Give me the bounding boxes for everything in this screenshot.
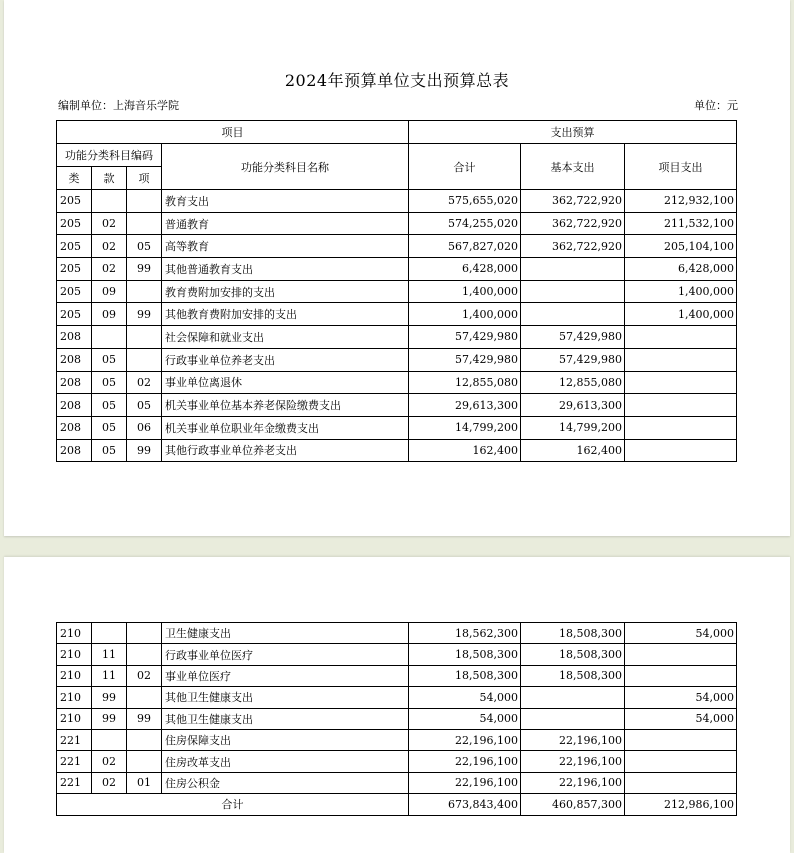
cell-lei: 208 bbox=[57, 439, 92, 462]
cell-basic bbox=[521, 687, 625, 708]
table-row bbox=[57, 665, 737, 686]
cell-name: 事业单位医疗 bbox=[162, 665, 409, 686]
cell-total: 6,428,000 bbox=[409, 258, 521, 281]
cell-kuan: 02 bbox=[92, 235, 127, 258]
org-label: 编制单位：上海音乐学院 bbox=[58, 99, 179, 112]
cell-project: 1,400,000 bbox=[625, 303, 737, 326]
cell-basic bbox=[521, 708, 625, 729]
budget-table-page-1 bbox=[56, 120, 737, 462]
cell-total: 22,196,100 bbox=[409, 772, 521, 793]
cell-kuan bbox=[92, 623, 127, 644]
cell-basic: 362,722,920 bbox=[521, 190, 625, 213]
cell-lei: 221 bbox=[57, 729, 92, 750]
cell-name: 普通教育 bbox=[162, 212, 409, 235]
cell-name: 住房公积金 bbox=[162, 772, 409, 793]
cell-xiang bbox=[127, 623, 162, 644]
cell-total: 14,799,200 bbox=[409, 416, 521, 439]
cell-xiang: 06 bbox=[127, 416, 162, 439]
cell-kuan: 02 bbox=[92, 772, 127, 793]
cell-xiang: 99 bbox=[127, 303, 162, 326]
table-row bbox=[57, 644, 737, 665]
header-kuan: 款 bbox=[92, 167, 127, 190]
table-row bbox=[57, 416, 737, 439]
cell-project bbox=[625, 751, 737, 772]
cell-lei: 210 bbox=[57, 687, 92, 708]
cell-name: 住房保障支出 bbox=[162, 729, 409, 750]
cell-basic: 22,196,100 bbox=[521, 772, 625, 793]
cell-project: 1,400,000 bbox=[625, 280, 737, 303]
cell-xiang bbox=[127, 751, 162, 772]
cell-kuan: 02 bbox=[92, 258, 127, 281]
cell-project bbox=[625, 371, 737, 394]
cell-name: 事业单位离退休 bbox=[162, 371, 409, 394]
cell-xiang: 99 bbox=[127, 439, 162, 462]
table-row bbox=[57, 439, 737, 462]
table-row bbox=[57, 348, 737, 371]
cell-total: 18,508,300 bbox=[409, 644, 521, 665]
budget-table-page-2 bbox=[56, 622, 737, 816]
cell-total: 18,508,300 bbox=[409, 665, 521, 686]
cell-basic bbox=[521, 258, 625, 281]
cell-project bbox=[625, 416, 737, 439]
cell-lei: 221 bbox=[57, 751, 92, 772]
cell-project: 54,000 bbox=[625, 708, 737, 729]
cell-project: 212,932,100 bbox=[625, 190, 737, 213]
page-2 bbox=[4, 557, 790, 853]
cell-kuan bbox=[92, 190, 127, 213]
cell-xiang bbox=[127, 190, 162, 213]
cell-kuan: 05 bbox=[92, 394, 127, 417]
cell-kuan: 05 bbox=[92, 348, 127, 371]
cell-name: 其他教育费附加安排的支出 bbox=[162, 303, 409, 326]
cell-name: 机关事业单位职业年金缴费支出 bbox=[162, 416, 409, 439]
cell-total: 22,196,100 bbox=[409, 751, 521, 772]
cell-lei: 205 bbox=[57, 303, 92, 326]
total-row-total: 673,843,400 bbox=[409, 794, 521, 815]
total-row-basic: 460,857,300 bbox=[521, 794, 625, 815]
cell-project bbox=[625, 326, 737, 349]
cell-basic: 18,508,300 bbox=[521, 644, 625, 665]
cell-kuan: 05 bbox=[92, 416, 127, 439]
cell-kuan: 11 bbox=[92, 644, 127, 665]
cell-lei: 208 bbox=[57, 416, 92, 439]
cell-total: 12,855,080 bbox=[409, 371, 521, 394]
cell-name: 社会保障和就业支出 bbox=[162, 326, 409, 349]
cell-lei: 210 bbox=[57, 644, 92, 665]
cell-basic: 362,722,920 bbox=[521, 235, 625, 258]
cell-project: 54,000 bbox=[625, 687, 737, 708]
cell-project bbox=[625, 665, 737, 686]
cell-lei: 205 bbox=[57, 258, 92, 281]
header-lei: 类 bbox=[57, 167, 92, 190]
cell-basic: 18,508,300 bbox=[521, 623, 625, 644]
cell-kuan bbox=[92, 326, 127, 349]
cell-total: 162,400 bbox=[409, 439, 521, 462]
cell-name: 行政事业单位养老支出 bbox=[162, 348, 409, 371]
table-row bbox=[57, 623, 737, 644]
table-row bbox=[57, 708, 737, 729]
cell-basic: 362,722,920 bbox=[521, 212, 625, 235]
unit-label: 单位：元 bbox=[694, 99, 738, 112]
cell-lei: 205 bbox=[57, 280, 92, 303]
cell-xiang bbox=[127, 644, 162, 665]
cell-kuan: 09 bbox=[92, 303, 127, 326]
cell-name: 教育费附加安排的支出 bbox=[162, 280, 409, 303]
cell-basic: 162,400 bbox=[521, 439, 625, 462]
cell-total: 1,400,000 bbox=[409, 303, 521, 326]
cell-lei: 210 bbox=[57, 665, 92, 686]
cell-project: 6,428,000 bbox=[625, 258, 737, 281]
cell-basic: 22,196,100 bbox=[521, 729, 625, 750]
cell-project: 205,104,100 bbox=[625, 235, 737, 258]
cell-basic: 57,429,980 bbox=[521, 348, 625, 371]
cell-lei: 208 bbox=[57, 348, 92, 371]
cell-name: 住房改革支出 bbox=[162, 751, 409, 772]
cell-lei: 205 bbox=[57, 190, 92, 213]
cell-basic: 18,508,300 bbox=[521, 665, 625, 686]
cell-xiang bbox=[127, 212, 162, 235]
cell-xiang: 02 bbox=[127, 371, 162, 394]
table-row bbox=[57, 303, 737, 326]
cell-name: 行政事业单位医疗 bbox=[162, 644, 409, 665]
cell-name: 其他普通教育支出 bbox=[162, 258, 409, 281]
cell-xiang bbox=[127, 687, 162, 708]
cell-basic: 57,429,980 bbox=[521, 326, 625, 349]
cell-lei: 210 bbox=[57, 623, 92, 644]
cell-name: 卫生健康支出 bbox=[162, 623, 409, 644]
cell-kuan: 09 bbox=[92, 280, 127, 303]
table-row bbox=[57, 751, 737, 772]
cell-kuan: 02 bbox=[92, 212, 127, 235]
cell-project bbox=[625, 439, 737, 462]
cell-project bbox=[625, 394, 737, 417]
header-project-exp: 项目支出 bbox=[625, 144, 737, 190]
cell-total: 57,429,980 bbox=[409, 348, 521, 371]
cell-name: 高等教育 bbox=[162, 235, 409, 258]
cell-lei: 208 bbox=[57, 394, 92, 417]
cell-name: 其他行政事业单位养老支出 bbox=[162, 439, 409, 462]
cell-xiang bbox=[127, 348, 162, 371]
table-row bbox=[57, 190, 737, 213]
cell-project: 211,532,100 bbox=[625, 212, 737, 235]
cell-kuan: 99 bbox=[92, 708, 127, 729]
cell-kuan: 05 bbox=[92, 439, 127, 462]
cell-total: 57,429,980 bbox=[409, 326, 521, 349]
cell-kuan: 02 bbox=[92, 751, 127, 772]
cell-total: 22,196,100 bbox=[409, 729, 521, 750]
header-name: 功能分类科目名称 bbox=[162, 144, 409, 190]
cell-project bbox=[625, 644, 737, 665]
cell-total: 575,655,020 bbox=[409, 190, 521, 213]
cell-total: 54,000 bbox=[409, 687, 521, 708]
header-total: 合计 bbox=[409, 144, 521, 190]
cell-kuan: 99 bbox=[92, 687, 127, 708]
cell-kuan bbox=[92, 729, 127, 750]
table-row bbox=[57, 772, 737, 793]
table-row bbox=[57, 280, 737, 303]
cell-name: 教育支出 bbox=[162, 190, 409, 213]
cell-lei: 208 bbox=[57, 326, 92, 349]
header-xiang: 项 bbox=[127, 167, 162, 190]
cell-total: 567,827,020 bbox=[409, 235, 521, 258]
table-row bbox=[57, 394, 737, 417]
cell-total: 18,562,300 bbox=[409, 623, 521, 644]
cell-xiang: 99 bbox=[127, 258, 162, 281]
cell-lei: 205 bbox=[57, 212, 92, 235]
cell-lei: 221 bbox=[57, 772, 92, 793]
cell-kuan: 05 bbox=[92, 371, 127, 394]
table-row bbox=[57, 729, 737, 750]
cell-xiang: 05 bbox=[127, 394, 162, 417]
cell-basic: 12,855,080 bbox=[521, 371, 625, 394]
page-title: 2024年预算单位支出预算总表 bbox=[284, 71, 510, 90]
cell-kuan: 11 bbox=[92, 665, 127, 686]
cell-xiang bbox=[127, 326, 162, 349]
header-code-group: 功能分类科目编码 bbox=[57, 144, 162, 167]
header-basic: 基本支出 bbox=[521, 144, 625, 190]
total-row-project: 212,986,100 bbox=[625, 794, 737, 815]
cell-name: 其他卫生健康支出 bbox=[162, 687, 409, 708]
table-row bbox=[57, 371, 737, 394]
cell-basic bbox=[521, 280, 625, 303]
cell-xiang: 05 bbox=[127, 235, 162, 258]
header-project: 项目 bbox=[57, 121, 409, 144]
page-1 bbox=[4, 0, 790, 536]
cell-name: 机关事业单位基本养老保险缴费支出 bbox=[162, 394, 409, 417]
header-budget: 支出预算 bbox=[409, 121, 737, 144]
total-row-label: 合计 bbox=[57, 794, 409, 815]
cell-project bbox=[625, 729, 737, 750]
table-row bbox=[57, 212, 737, 235]
table-row bbox=[57, 326, 737, 349]
cell-xiang: 02 bbox=[127, 665, 162, 686]
table-row bbox=[57, 687, 737, 708]
cell-lei: 210 bbox=[57, 708, 92, 729]
cell-total: 54,000 bbox=[409, 708, 521, 729]
table-row bbox=[57, 235, 737, 258]
cell-project bbox=[625, 348, 737, 371]
cell-basic: 29,613,300 bbox=[521, 394, 625, 417]
cell-xiang bbox=[127, 280, 162, 303]
cell-basic bbox=[521, 303, 625, 326]
cell-basic: 22,196,100 bbox=[521, 751, 625, 772]
cell-xiang: 01 bbox=[127, 772, 162, 793]
cell-lei: 208 bbox=[57, 371, 92, 394]
cell-xiang: 99 bbox=[127, 708, 162, 729]
cell-lei: 205 bbox=[57, 235, 92, 258]
cell-xiang bbox=[127, 729, 162, 750]
cell-total: 1,400,000 bbox=[409, 280, 521, 303]
cell-total: 29,613,300 bbox=[409, 394, 521, 417]
cell-basic: 14,799,200 bbox=[521, 416, 625, 439]
table-row bbox=[57, 258, 737, 281]
cell-project: 54,000 bbox=[625, 623, 737, 644]
cell-project bbox=[625, 772, 737, 793]
cell-name: 其他卫生健康支出 bbox=[162, 708, 409, 729]
cell-total: 574,255,020 bbox=[409, 212, 521, 235]
